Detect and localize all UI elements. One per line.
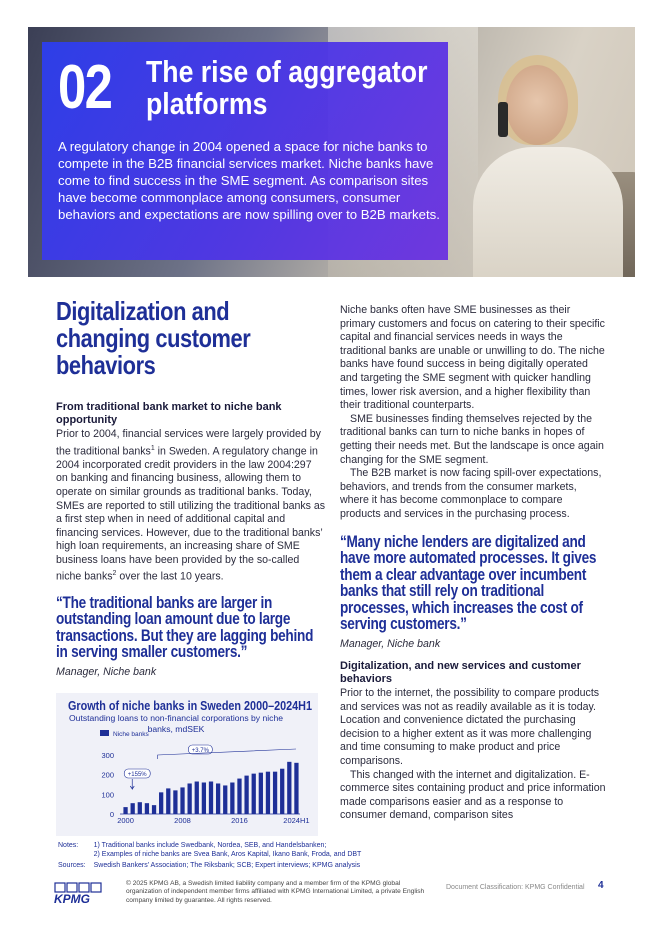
chart-panel: [56, 693, 318, 836]
document-classification: Document Classification: KPMG Confidential: [446, 884, 585, 891]
quote-citation: Manager, Niche bank: [340, 638, 441, 651]
note-2: 2) Examples of niche banks are Svea Bank, Aros Kapital, Ikano Bank, Froda, and DBT: [93, 851, 362, 858]
person-head: [506, 65, 568, 145]
trend-line: [158, 749, 296, 759]
sources-label: Sources:: [58, 862, 86, 869]
note-1: 1) Traditional banks include Swedbank, Nordea, SEB, and Handelsbanken;: [93, 842, 327, 849]
bar: [123, 807, 127, 814]
quote-citation: Manager, Niche bank: [56, 665, 157, 678]
y-tick-label: 100: [101, 790, 114, 800]
x-tick-label: 2016: [231, 816, 248, 825]
bar: [188, 783, 192, 814]
x-tick-label: 2000: [117, 816, 134, 825]
notes-label: Notes:: [58, 842, 79, 849]
phone-icon: [498, 102, 508, 137]
bar: [230, 783, 234, 815]
chapter-number: 02: [58, 53, 112, 122]
annotation-label: +3.7%: [191, 748, 209, 754]
bar: [131, 803, 135, 814]
bar: [166, 788, 170, 814]
bar: [216, 783, 220, 814]
annotation-label: +155%: [127, 772, 147, 778]
bar: [280, 769, 284, 814]
bar: [173, 790, 177, 814]
section-heading: Digitalization and changing customer behaviors: [56, 296, 251, 380]
chart-subtitle: Outstanding loans to non-financial corporations by niche banks, mdSEK: [68, 713, 284, 734]
y-tick-label: 300: [101, 750, 114, 760]
bar: [259, 773, 263, 814]
y-tick-label: 0: [109, 810, 114, 819]
chapter-title: The rise of aggregator platforms: [146, 54, 428, 121]
bar: [159, 792, 163, 814]
person-body: [473, 147, 623, 277]
body-text: Prior to 2004, financial services were largely provided by the traditional banks$^1$ in Sweden. A regulatory change in 2004 incorporated credit providers in the law 2004:297 on banking and financing business, allowing them to operate on similar grounds as traditional banks. Today, SMEs are reported to still utilizing the traditional banks as a first step when in need of additional capital and financing services. However, due to the traditional banks’ high loan requirements, an increasing share of SME business loans have been provided by the so-called niche banks$^2$ over the last 10 years.: [56, 428, 326, 583]
body-text: Niche banks often have SME businesses as their primary customers and focus on catering to their specific capital and financial services needs in ways the traditional banks are unable or unwilling to do. The niche banks have found success in being digitally operated and targeting the SME segment with quicker handling times, lower risk aversion, and a higher flexibility than their traditional counterparts. SME businesses finding themselves rejected by the traditional banks can turn to niche banks in hopes of getting their needs met. But the landscape is once again changing for the SME segment. The B2B market is now facing spill-over expectations, behaviors, and trends from the consumer markets, where it has become commonplace to compare products and services in the purchasing process.: [340, 304, 605, 520]
bar: [273, 772, 277, 814]
bar: [294, 763, 298, 814]
svg-text:KPMG: KPMG: [54, 892, 90, 904]
bar: [244, 776, 248, 814]
bar: [209, 782, 213, 814]
subheading: From traditional bank market to niche bank opportunity: [56, 401, 282, 426]
legend-label: Niche banks: [113, 731, 149, 738]
bar: [287, 762, 291, 814]
body-text: Prior to the internet, the possibility to compare products and services was not as readily available as it is today. Location and convenience dictated the purchasing decision to a higher extent as it was more challenging and time consuming to make product and price comparisons. This changed with the internet and digitalization. E-commerce sites containing product and price information made comparisons easier and as a response to consumer demand, comparison sites: [340, 687, 606, 822]
pull-quote: “Many niche lenders are digitalized and have more automated processes. It gives them a clear advantage over incumbent banks that still rely on traditional processes, which increases the cost of serving customers.”: [340, 532, 597, 634]
bar: [266, 772, 270, 814]
legend-swatch: [100, 730, 109, 736]
bar: [145, 803, 149, 814]
sources-text: Swedish Bankers’ Association; The Riksbank; SCB; Expert interviews; KPMG analysis: [93, 862, 361, 869]
bar: [180, 787, 184, 814]
y-tick-label: 200: [101, 770, 114, 780]
left-column: [56, 298, 326, 678]
x-tick-label: 2008: [174, 816, 191, 825]
pull-quote: “The traditional banks are larger in outstanding loan amount due to large transactions. But they are lagging behind in serving smaller customers.”: [56, 593, 314, 662]
bar: [237, 779, 241, 814]
page-number: 4: [598, 880, 604, 891]
kpmg-logo: [54, 882, 108, 904]
subheading: Digitalization, and new services and customer behaviors: [340, 660, 581, 686]
down-arrow-icon: [130, 779, 134, 789]
copyright: © 2025 KPMG AB, a Swedish limited liability company and a member firm of the KPMG global organization of independent member firms affiliated with KPMG International Limited, a private English company limited by guarantee. All rights reserved.: [126, 880, 425, 904]
bar: [152, 805, 156, 814]
bar: [252, 774, 256, 814]
notes-sources: [56, 839, 369, 872]
chart-title: Growth of niche banks in Sweden 2000–2024H1: [68, 698, 313, 713]
hero-intro: A regulatory change in 2004 opened a space for niche banks to compete in the B2B financial services market. Niche banks have come to find success in the SME segment. As comparison sites have become commonplace among consumers, consumer behaviors and expectations are now spilling over to B2B markets.: [58, 139, 440, 222]
bar: [138, 802, 142, 814]
bar-chart: [56, 693, 318, 836]
bar: [202, 783, 206, 815]
right-column: [340, 304, 606, 823]
bar: [195, 782, 199, 814]
bar: [223, 785, 227, 814]
x-tick-label: 2024H1: [283, 816, 310, 825]
